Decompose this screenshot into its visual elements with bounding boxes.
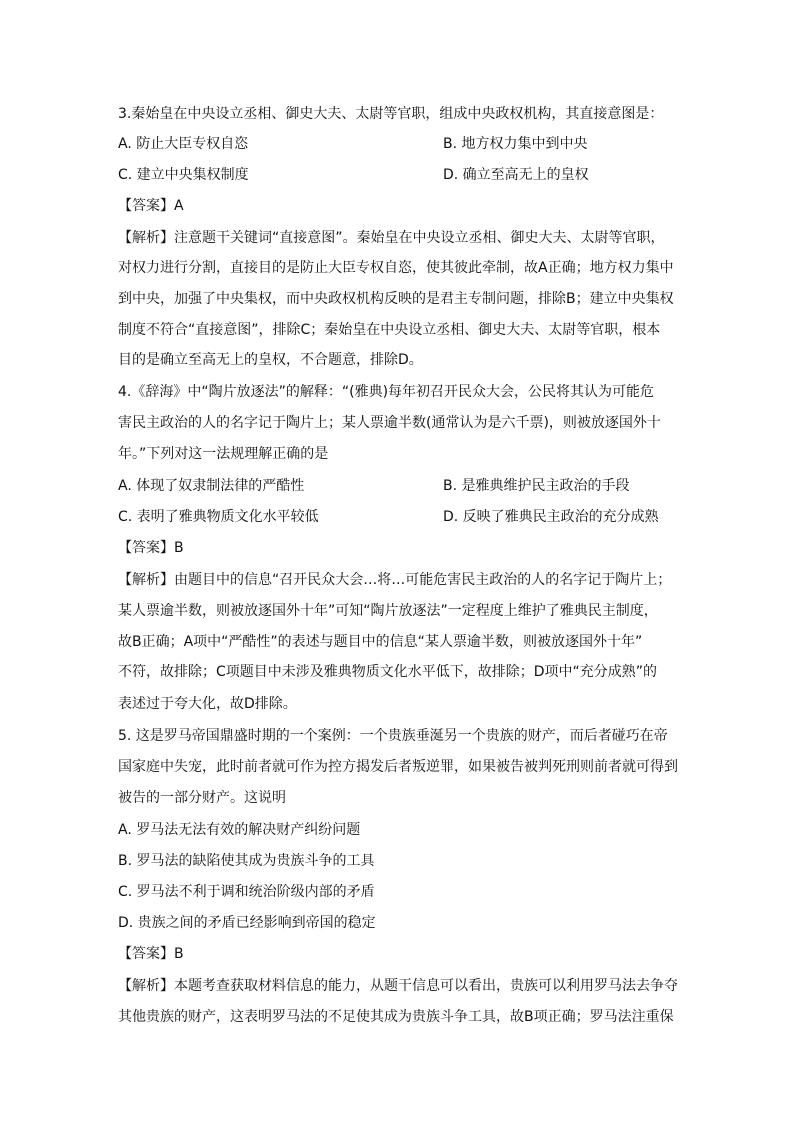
analysis-line: 表述过于夸大化，故D排除。 bbox=[118, 696, 297, 712]
question-3-stem: 3.秦始皇在中央设立丞相、御史大夫、太尉等官职，组成中央政权机构，其直接意图是： bbox=[118, 106, 664, 122]
question-3-option-d: D. 确立至高无上的皇权 bbox=[443, 167, 589, 183]
analysis-line: 制度不符合“直接意图”，排除C；秦始皇在中央设立丞相、御史大夫、太尉等官职，根本 bbox=[118, 322, 661, 338]
analysis-line: 目的是确立至高无上的皇权，不合题意，排除D。 bbox=[118, 352, 423, 368]
question-3-option-c: C. 建立中央集权制度 bbox=[118, 167, 249, 183]
question-5-answer: 【答案】B bbox=[118, 946, 184, 962]
analysis-line: 某人票逾半数，则被放逐国外十年”可知“陶片放逐法”一定程度上维护了雅典民主制度， bbox=[118, 603, 658, 619]
question-4-option-b: B. 是雅典维护民主政治的手段 bbox=[443, 478, 630, 494]
question-4-stem-line: 害民主政治的人的名字记于陶片上；某人票逾半数(通常认为是六千票)，则被放逐国外十 bbox=[118, 415, 661, 431]
analysis-line: 【解析】由题目中的信息“召开民众大会…将…可能危害民主政治的人的名字记于陶片上； bbox=[118, 572, 672, 588]
question-5-stem-line: 5. 这是罗马帝国鼎盛时期的一个案例：一个贵族垂涎另一个贵族的财产，而后者碰巧在帝 bbox=[118, 728, 668, 744]
question-5-option-c: C. 罗马法不利于调和统治阶级内部的矛盾 bbox=[118, 884, 375, 900]
question-5-stem-line: 被告的一部分财产。这说明 bbox=[118, 790, 286, 806]
question-3-option-a: A. 防止大臣专权自恣 bbox=[118, 136, 249, 152]
question-4-option-d: D. 反映了雅典民主政治的充分成熟 bbox=[443, 509, 659, 525]
question-3-answer: 【答案】A bbox=[118, 198, 184, 214]
question-4-stem-line: 4.《辞海》中“陶片放逐法”的解释：“(雅典)每年初召开民众大会，公民将其认为可能危 bbox=[118, 384, 655, 400]
analysis-line: 对权力进行分割，直接目的是防止大臣专权自恣，使其彼此牵制，故A正确；地方权力集中 bbox=[118, 260, 674, 276]
question-5-stem-line: 国家庭中失宠，此时前者就可作为控方揭发后者叛逆罪，如果被告被判死刑则前者就可得到 bbox=[118, 759, 678, 775]
analysis-line: 【解析】本题考查获取材料信息的能力，从题干信息可以看出，贵族可以利用罗马法去争夺 bbox=[118, 978, 678, 994]
analysis-line: 到中央，加强了中央集权，而中央政权机构反映的是君主专制问题，排除B；建立中央集权 bbox=[118, 291, 674, 307]
analysis-line: 故B正确；A项中“严酷性”的表述与题目中的信息“某人票逾半数，则被放逐国外十年” bbox=[118, 634, 643, 650]
question-5-option-d: D. 贵族之间的矛盾已经影响到帝国的稳定 bbox=[118, 915, 376, 931]
question-5-option-b: B. 罗马法的缺陷使其成为贵族斗争的工具 bbox=[118, 853, 375, 869]
question-4-option-a: A. 体现了奴隶制法律的严酷性 bbox=[118, 478, 305, 494]
analysis-line: 不符，故排除；C项题目中未涉及雅典物质文化水平低下，故排除；D项中“充分成熟”的 bbox=[118, 664, 658, 680]
question-5-option-a: A. 罗马法无法有效的解决财产纠纷问题 bbox=[118, 822, 361, 838]
question-3-option-b: B. 地方权力集中到中央 bbox=[443, 136, 588, 152]
question-4-option-c: C. 表明了雅典物质文化水平较低 bbox=[118, 509, 319, 525]
question-4-stem-line: 年。”下列对这一法规理解正确的是 bbox=[118, 446, 329, 462]
analysis-line: 其他贵族的财产，这表明罗马法的不足使其成为贵族斗争工具，故B项正确；罗马法注重保 bbox=[118, 1009, 674, 1025]
analysis-line: 【解析】注意题干关键词“直接意图”。秦始皇在中央设立丞相、御史大夫、太尉等官职， bbox=[118, 230, 665, 246]
question-4-answer: 【答案】B bbox=[118, 540, 184, 556]
